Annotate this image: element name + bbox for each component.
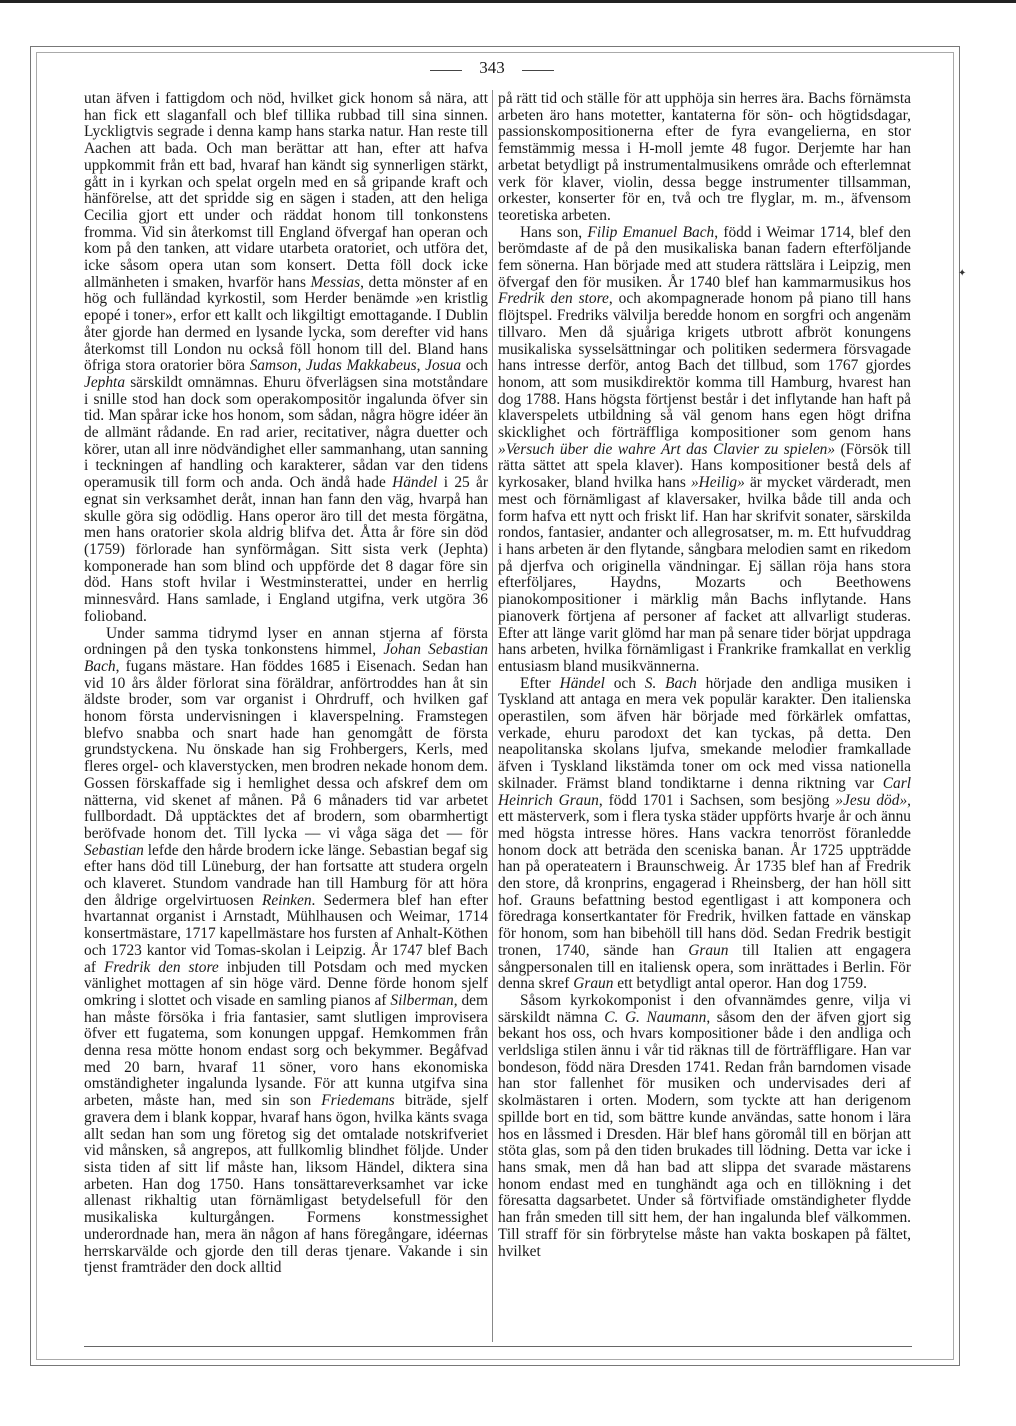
- composer-name: Graun: [688, 941, 729, 959]
- header-rule-right: [522, 70, 554, 71]
- person-name: Fredrik den store: [103, 958, 219, 976]
- margin-mark: ✦: [958, 268, 967, 279]
- composer-name: Händel: [559, 674, 605, 692]
- paragraph-cpe-bach: Hans son, Filip Emanuel Bach, född i Weimar 1714, blef den berömdaste af de på den musikaliska banan fadern efterföljande fem sönerna. Han började med att studera rättslära i Leipzig, men öfvergaf den för musiken. År 1740 blef han kammarmusikus hos Fredrik den store, och akompagnerade honom på piano till hans flöjtspel. Fredriks välvilja beredde honom en sorgfri och angenäm tillvaro. Men då sjuåriga krigets utbrott afbröt konungens musikaliska sysselsättningar och politiken sedermera försvagade hans intresse derför, antog Bach det tillbud, som 1767 gjordes honom, att som musikdirektör komma till Hamburg, hvarest han dog 1788. Hans högsta förtjenst består i det inflytande han haft på klaverspelets utbildning så väl genom hans egen högt drifna skicklighet och förträffliga kompositioner som genom hans »Versuch über die wahre Art das Clavier zu spielen» (Försök till rätta sättet att spela klaver). Hans kompositioner bestå dels af kyrkosaker, bland hvilka hans »Heilig» är mycket värderadt, men mest och förnämligast af klaversaker, hvilka både till anda och form hafva ett nytt och friskt lif. Han har skrifvit sonater, särskilda rondos, fantasier, andanter och allegrosatser, m. m. Ett hufvuddrag i hans arbeten är den flytande, sångbara melodien samt en rikedom på djerfva och originella vändningar. Ej sällan röja hans stora efterföljares, Haydns, Mozarts och Beethowens pianokompositioner i märklig mån Bachs inflytande. Hans pianoverk förtjena af personer af facket att allvarligt studeras. Efter att länge varit glömd har man på senare tider börjat uppdraga hans arbeten, hvilka förnämligast i Frankrike framkallat en verklig entusiasm bland musikvännerna.: [498, 223, 911, 675]
- composer-name: Händel: [392, 474, 438, 492]
- work-title: Messias: [310, 273, 361, 291]
- composer-name: S. Bach: [644, 674, 697, 692]
- composer-name: C. G. Naumann: [604, 1008, 707, 1026]
- composer-name: Carl Heinrich Graun: [498, 774, 911, 809]
- top-edge-rule: [0, 0, 1016, 3]
- bottom-rule: [84, 1346, 912, 1347]
- person-name: Friedemans: [321, 1092, 395, 1110]
- paragraph-naumann: Såsom kyrkokomponist i den ofvannämdes genre, vilja vi särskildt nämna C. G. Naumann, såsom den der äfven gjort sig bekant hos oss, och hvars kompositioner både i den andliga och verldsliga stilen ännu i vår tid räknas till de förträffligare. Han var bondeson, född nära Dresden 1741. Redan från barndomen visade han stor fallenhet för musiken och undervisades deri af skolmästaren i orten. Modern, som tyckte att han derigenom spillde bort en tid, som bättre kunde användas, satte honom i lära hos en låssmed i Dresden. Här blef hans göromål till en början att stöta glas, som på den tiden brukades till lödning. Detta var icke i hans smak, men då han bad att slippa det svarade mästarens honom endast med en tunghändt aga och en tillökning i det föresatta dagsarbetet. Under så förtvifiade omständigheter flydde han från smeden till sitt hem, der han ingalunda blef välkommen. Till straff för sin förbrytelse måste han vakta boskapen på fältet, hvilket: [498, 991, 911, 1260]
- work-title: »Heilig»: [690, 474, 745, 492]
- paragraph-graun: Efter Händel och S. Bach hörjade den andliga musiken i Tyskland att antaga en mera vek populär karakter. Den italienska operastilen, som äfven här började med förkärlek omfattas, verkade, ehuru parodoxt det kan tyckas, på detta. Den neapolitanska skolans ljufva, smekande melodier framkallade äfven i Tyskland likstämda toner om ock med vissa nationella skilnader. Främst bland tondiktarne i denna riktning var Carl Heinrich Graun, född 1701 i Sachsen, som besjöng »Jesu död», ett mästerverk, som i flera tyska städer uppförts hvarje år och ännu med högsta intresse höres. Hans vackra tenorröst föranledde honom dock att beträda den sceniska banan. År 1725 uppträdde han på operateatern i Braunschweig. År 1735 blef han af Fredrik den store, då kronprins, engagerad i Rheinsberg, der han höll sitt hof. Grauns befattning bestod egentligast i att komponera och föredraga konsertkantater för Fredrik, hvilken fattade en vänskap för honom, som han bibehöll till hans död. Sedan Fredrik bestigit tronen, 1740, sände han Graun till Italien att engagera sångpersonalen till en italiensk opera, som inrättades i Berlin. För denna skref Graun ett betydligt antal operor. Han dog 1759.: [498, 674, 911, 993]
- page-number: 343: [479, 58, 505, 77]
- header-rule-left: [430, 70, 462, 71]
- left-column: [84, 91, 488, 1277]
- work-title: Jephta: [84, 373, 126, 391]
- composer-name: Filip Emanuel Bach: [587, 223, 715, 241]
- right-column: [498, 91, 911, 1260]
- work-title: Judas Makkabeus: [306, 357, 417, 375]
- paragraph-bach-works: på rätt tid och ställe för att upphöja sin herres ära. Bachs förnämsta arbeten äro hans motetter, kantaterna för sön- och högtidsdagar, passionskompositionerna efter de fyra evangelierna, en stor femstämmig messa i H-moll jemte 48 fugor. Derjemte har han arbetat betydligt på instrumentalmusikens område och efterlemnat verk för klaver, violin, dessa begge instrumenter tillsamman, orkester, konserter för en, två och tre flyglar, m. m., äfvensom teoretiska arbeten.: [498, 90, 911, 224]
- composer-name: Graun: [573, 975, 614, 993]
- work-title: »Versuch über die wahre Art das Clavier zu spielen»: [498, 440, 836, 458]
- work-title: »Jesu död»: [835, 791, 908, 809]
- composer-name: Johan Sebastian Bach: [84, 641, 489, 675]
- person-name: Fredrik den store: [498, 290, 609, 308]
- person-name: Reinken: [261, 891, 312, 909]
- column-divider: [492, 90, 493, 1342]
- work-title: Josua: [425, 357, 462, 375]
- paragraph-handel-end: utan äfven i fattigdom och nöd, hvilket gick honom så nära, att han fick ett slaganfall och blef tillika rubbad till sina sinnen. Lyckligtvis segrade i denna kamp hans starka natur. Han reste till Aachen att bada. Och man berättar att han, efter att hafva uppkommit från ett bad, hvaraf han kändt sig synnerligen stärkt, gått in i kyrkan och spelat orgeln med en så gripande kraft och hänförelse, att det spridde sig en sägen i staden, att den heliga Cecilia gjort ett under och räddat honom till tonkonstens fromma. Vid sin återkomst till England öfvergaf han operan och kom på den tanken, att vidare utarbeta oratoriet, och utföra det, icke såsom opera utan som konsert. Detta föll dock icke allmänheten i smaken, hvarför hans Messias, detta mönster af en hög och fulländad kyrkostil, som Herder benämde »en kristlig epopé i toner», erfor ett kallt och likgiltigt emottagande. I Dublin åter gjorde han dermed en lysande lycka, som derefter vid hans återkomst till London nu också föll honom till del. Bland hans öfriga stora oratorier böra Samson, Judas Makkabeus, Josua och Jephta särskildt omnämnas. Ehuru öfverlägsen sina motståndare i snille stod han dock som operakompositör ingalunda öfver sin tid. Man spårar icke hos honom, som sådan, några högre idéer än de allmänt rådande. En rad arier, recitativer, några duetter och körer, utan all inre nödvändighet eller sammanhang, utan sanning i teckningen af handling och karakterer, sådan var den tidens operamusik till form och anda. Och ändå hade Händel i 25 år egnat sin verksamhet deråt, innan han fann den väg, hvarpå han skulle göra sig odödlig. Hans operor äro till det mesta förgätna, men hans oratorier skola aldrig blifva det. Åtta år före sin död (1759) förlorade han synförmågan. Sitt sista verk (Jephta) komponerade han som blind och uppförde det 8 dagar före sin död. Hans stoft hvilar i Westminsterattei, under en herrlig minnesvård. Hans samlade, i England utgifna, verk utgöra 36 folioband.: [84, 90, 488, 625]
- work-title: Samson: [249, 357, 298, 375]
- person-name: Silberman: [390, 991, 454, 1009]
- composer-name: Sebastian: [84, 841, 144, 859]
- page-header: [0, 58, 1016, 80]
- paragraph-js-bach: Under samma tidrymd lyser en annan stjerna af första ordningen på den tyska tonkonstens himmel, Johan Sebastian Bach, fugans mästare. Han föddes 1685 i Eisenach. Sedan han vid 10 års ålder förlorat sina föräldrar, anförtroddes han åt sin äldste broder, som var organist i Ohrdruff, och hvilken gaf honom första undervisningen i klaverspelning. Framstegen blefvo snabba och snart hade han genomgått de första grundstyckena. Nu önskade han sig Frohbergers, Kerls, med fleres orgel- och klaverstycken, men brodren nekade honom dem. Gossen förskaffade sig i hemlighet dessa och afskref dem om nätterna, vid skenet af månen. På 6 månaders tid var arbetet fullbordadt. Då upptäcktes det af brodern, som obarmhertigt beröfvade honom det. Till lycka — vi våga säga det — för Sebastian lefde den hårde brodern icke länge. Sebastian begaf sig efter hans död till Lüneburg, der han fortsatte att studera orgeln och klaveret. Stundom vandrade han till Hamburg för att höra den åldrige orgelvirtuosen Reinken. Sedermera blef han efter hvartannat organist i Arnstadt, Mühlhausen och Weimar, 1714 konsertmästare, 1717 kapellmästare hos fursten af Anhalt-Köthen och 1723 kantor vid Tomas-skolan i Leipzig. År 1747 blef Bach af Fredrik den store inbjuden till Potsdam och med mycken vänlighet mottagen af sin höge värd. Denne förde honom sjelf omkring i slottet och visade en samling pianos af Silberman, dem han måste försöka i fria fantasier, samt slutligen improvisera öfver ett fugatema, som konungen uppgaf. Hemkommen från denna resa mötte honom endast sorg och bekymmer. Begåfvad med 20 barn, hvaraf 11 söner, voro hans ekonomiska omständigheter ingalunda lysande. För att kunna utgifva sina arbeten, måste han, med sin son Friedemans biträde, sjelf gravera dem i blank koppar, hvaraf hans ögon, hvilka känts svaga allt sedan han som ung företog sig det omtalade notskrifveriet vid månsken, så angrepos, att fullkomlig blindhet följde. Under sista tiden af sitt lif måste han, liksom Händel, diktera sina arbeten. Han dog 1750. Hans tonsättareverksamhet var icke allenast rikhaltig utan förnämligast betydelsefull för den musikaliska kulturgången. Formens konstmessighet underordnade han, mera än någon af hans föregångare, idéernas herrskarvälde och gjorde den till deras tjenare. Vakande i sin tjenst framträder den dock alltid: [84, 624, 489, 1277]
